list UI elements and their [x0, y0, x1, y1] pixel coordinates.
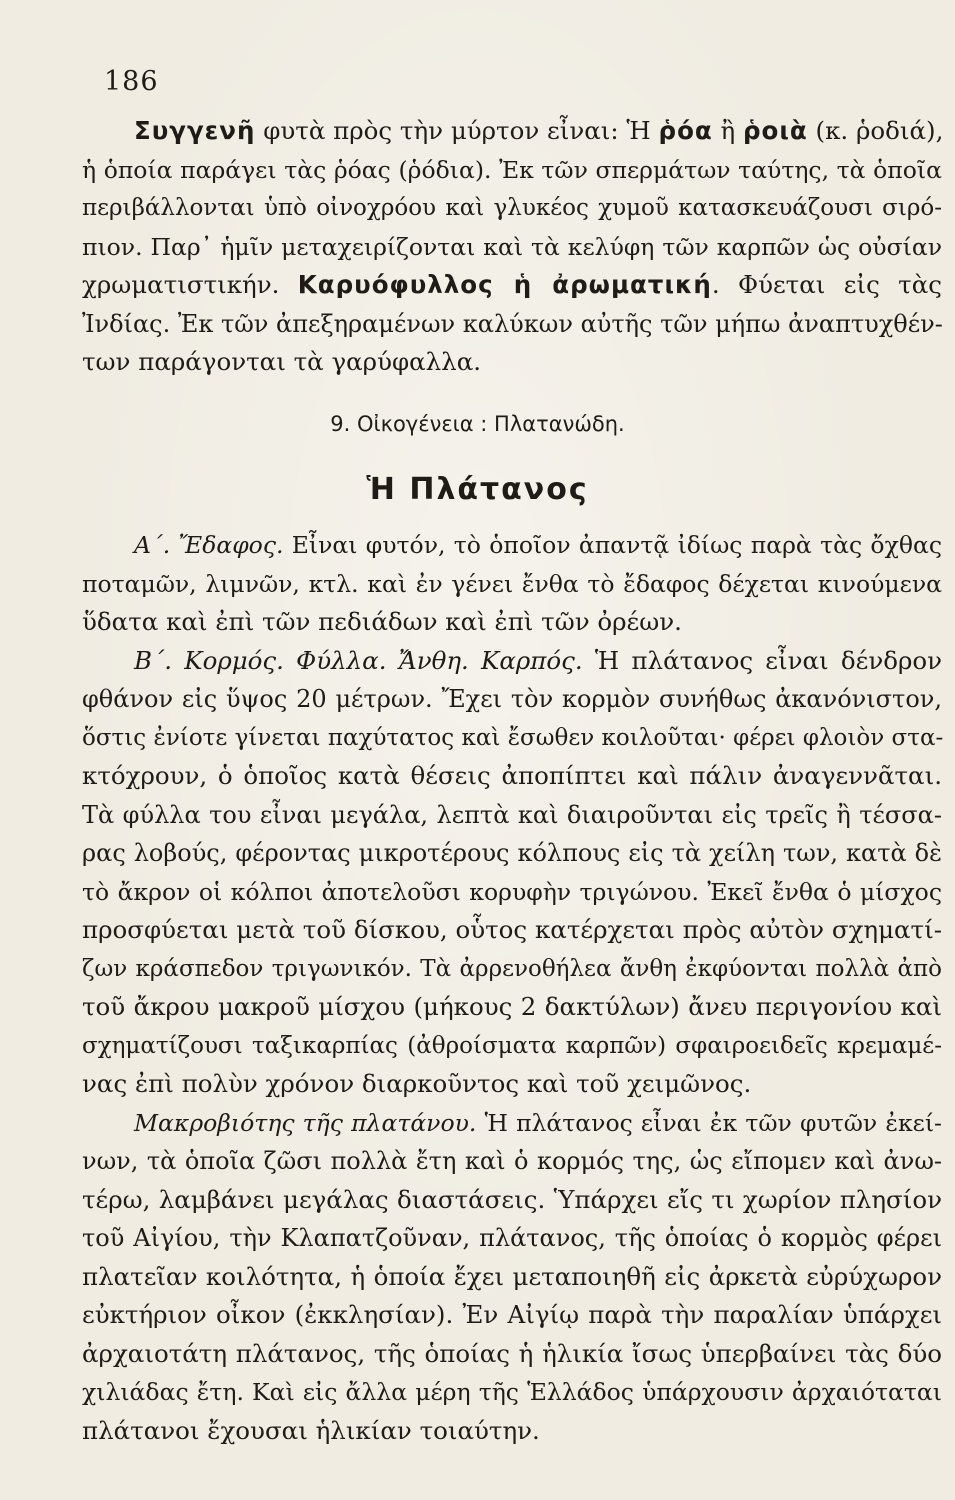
text-line: ποταμῶν, λιμνῶν, κτλ. καὶ ἐν γένει ἔνθα τὸ ἔδαφος δέχεται κινούμενα — [82, 569, 942, 598]
text-line — [82, 1104, 942, 1143]
text-line: ζων κράσπεδον τριγωνικόν. Τὰ ἀρρενοθήλεα ἄνθη ἐκφύονται πολλὰ ἀπὸ — [82, 955, 942, 982]
section-title: Ἡ Πλάτανος — [366, 472, 589, 507]
text-line — [82, 526, 942, 565]
text-run: Εἶναι φυτόν, τὸ ὁποῖον ἀπαντᾷ ἰδίως παρὰ τὰς ὄχθας — [283, 531, 942, 559]
text-run: Ἡ πλάτανος εἶναι ἐκ τῶν φυτῶν ἐκεί- — [476, 1108, 942, 1137]
text-line: Ἰνδίας. Ἐκ τῶν ἀπεξηραμένων καλύκων αὐτῆς τῶν μήπω ἀναπτυχθέν- — [82, 309, 943, 338]
bold-term: Συγγενῆ — [134, 116, 256, 145]
text-line: των παράγονται τὰ γαρύφαλλα. — [82, 347, 482, 376]
text-line: πλατεῖαν κοιλότητα, ἡ ὁποία ἔχει μεταποιηθῆ εἰς ἀρκετὰ εὐρύχωρον — [82, 1261, 942, 1291]
page-number: 186 — [104, 66, 159, 97]
text-line: τοῦ ἄκρου μακροῦ μίσχου (μήκους 2 δακτύλων) ἄνευ περιγονίου καὶ — [82, 992, 942, 1021]
family-label: 9. Οἰκογένεια : Πλατανώδη. — [330, 412, 625, 436]
text-line: ὕδατα καὶ ἐπὶ τῶν πεδιάδων καὶ ἐπὶ τῶν ὀρέων. — [82, 607, 682, 636]
text-line — [82, 642, 942, 681]
text-run: ἢ — [712, 116, 743, 145]
text-line — [82, 112, 942, 151]
text-line: Τὰ φύλλα του εἶναι μεγάλα, λεπτὰ καὶ διαιροῦνται εἰς τρεῖς ἢ τέσσα- — [82, 800, 942, 829]
bold-term: Καρυόφυλλος ἡ ἀρωματική — [297, 270, 712, 299]
text-line: χιλιάδας ἔτη. Καὶ εἰς ἄλλα μέρη τῆς Ἑλλάδος ὑπάρχουσιν ἀρχαιόταται — [82, 1378, 942, 1406]
text-line: νων, τὰ ὁποῖα ζῶσι πολλὰ ἔτη καὶ ὁ κορμός της, ὡς εἴπομεν καὶ ἀνω- — [82, 1147, 942, 1175]
text-line: τοῦ Αἰγίου, τὴν Κλαπατζοῦναν, πλάτανος, τῆς ὁποίας ὁ κορμὸς φέρει — [82, 1224, 942, 1252]
text-line: τὸ ἄκρον οἱ κόλποι ἀποτελοῦσι κορυφὴν τριγώνου. Ἐκεῖ ἔνθα ὁ μίσχος — [82, 877, 942, 906]
text-line: πλάτανοι ἔχουσαι ἡλικίαν τοιαύτην. — [82, 1415, 540, 1445]
text-line: πιον. Παρ᾽ ἡμῖν μεταχειρίζονται καὶ τὰ κελύφη τῶν καρπῶν ὡς οὐσίαν — [82, 232, 942, 261]
italic-heading: Μακροβιότης τῆς πλατάνου. — [134, 1108, 477, 1137]
text-run: Ἡ πλάτανος εἶναι δένδρον — [582, 645, 943, 675]
text-line: νας ἐπὶ πολὺν χρόνον διαρκοῦντος καὶ τοῦ χειμῶνος. — [82, 1069, 752, 1098]
italic-heading: Β΄. Κορμός. Φύλλα. Ἄνθη. Καρπός. — [134, 645, 583, 675]
text-line: φθάνον εἰς ὕψος 20 μέτρων. Ἔχει τὸν κορμὸν συνήθως ἀκανόνιστον, — [82, 685, 942, 713]
text-line: προσφύεται μετὰ τοῦ δίσκου, οὗτος κατέρχεται πρὸς αὐτὸν σχηματί- — [82, 915, 942, 944]
body-text — [82, 526, 942, 1450]
bold-term: ῥοιὰ — [743, 116, 808, 145]
text-run: . Φύεται εἰς τὰς — [711, 270, 942, 299]
text-run: χρωματιστικήν. — [82, 270, 298, 299]
text-line: σχηματίζουσι ταξικαρπίας (ἀθροίσματα καρπῶν) σφαιροειδεῖς κρεμαμέ- — [82, 1032, 942, 1059]
text-line: ὅστις ἐνίοτε γίνεται παχύτατος καὶ ἔσωθεν κοιλοῦται· φέρει φλοιὸν στα- — [82, 724, 944, 751]
italic-heading: Α΄. Ἔδαφος. — [134, 531, 284, 559]
intro-paragraph — [82, 112, 942, 382]
text-line: τέρω, λαμβάνει μεγάλας διαστάσεις. Ὑπάρχει εἴς τι χωρίον πλησίον — [82, 1184, 942, 1214]
text-line: ἡ ὁποία παράγει τὰς ῥόας (ῥόδια). Ἐκ τῶν σπερμάτων ταύτης, τὰ ὁποῖα — [82, 155, 942, 184]
text-line — [82, 266, 942, 305]
text-line: εὐκτήριον οἶκον (ἐκκλησίαν). Ἐν Αἰγίῳ παρὰ τὴν παραλίαν ὑπάρχει — [82, 1300, 942, 1329]
bold-term: ῥόα — [658, 116, 713, 145]
text-line: περιβάλλονται ὑπὸ οἰνοχρόου καὶ γλυκέος χυμοῦ κατασκευάζουσι σιρό- — [82, 195, 942, 221]
text-line: κτόχρουν, ὁ ὁποῖος κατὰ θέσεις ἀποπίπτει καὶ πάλιν ἀναγεννᾶται. — [82, 761, 942, 790]
text-line: ἀρχαιοτάτη πλάτανος, τῆς ὁποίας ἡ ἡλικία ἴσως ὑπερβαίνει τὰς δύο — [82, 1338, 942, 1368]
text-run: φυτὰ πρὸς τὴν μύρτον εἶναι: Ἡ — [255, 116, 659, 145]
text-run: (κ. ῥοδιά), — [807, 116, 944, 145]
text-line: ρας λοβούς, φέροντας μικροτέρους κόλπους εἰς τὰ χείλη των, κατὰ δὲ — [82, 839, 942, 867]
